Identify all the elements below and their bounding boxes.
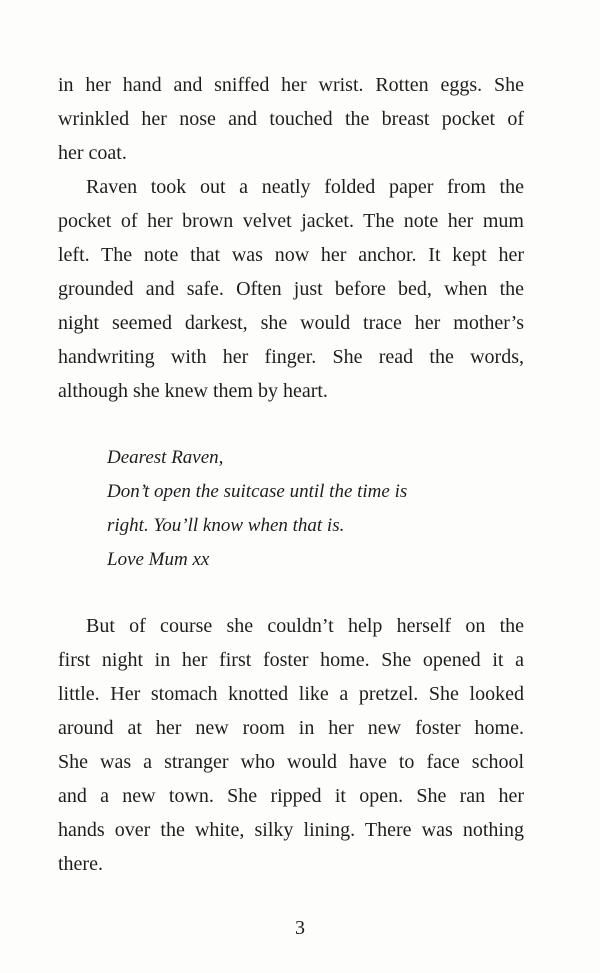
note-line-3: right. You’ll know when that is. <box>107 515 345 536</box>
paragraph-2-line-2: pocket of her brown velvet jacket. The note her mum <box>58 210 524 232</box>
paragraph-3-line-7: hands over the white, silky lining. There was nothing <box>58 819 524 841</box>
paragraph-3-line-3: little. Her stomach knotted like a pretzel. She looked <box>58 683 524 705</box>
paragraph-1-line-1: in her hand and sniffed her wrist. Rotten eggs. She <box>58 74 524 96</box>
paragraph-3-line-2: first night in her first foster home. She opened it a <box>58 649 524 671</box>
paragraph-2-line-4: grounded and safe. Often just before bed, when the <box>58 278 524 300</box>
note-line-2: Don’t open the suitcase until the time is <box>107 481 408 502</box>
note-line-1: Dearest Raven, <box>107 447 224 468</box>
paragraph-3-line-4: around at her new room in her new foster home. <box>58 717 524 739</box>
paragraph-2-line-3: left. The note that was now her anchor. It kept her <box>58 244 524 266</box>
paragraph-3-line-1: But of course she couldn’t help herself on the <box>86 615 524 637</box>
note-line-4: Love Mum xx <box>107 549 210 570</box>
page-number: 3 <box>295 917 305 939</box>
paragraph-3-line-8: there. <box>58 853 103 875</box>
paragraph-2-line-1: Raven took out a neatly folded paper from the <box>86 176 524 198</box>
paragraph-1-line-2: wrinkled her nose and touched the breast pocket of <box>58 108 524 130</box>
paragraph-2-line-5: night seemed darkest, she would trace her mother’s <box>58 312 524 334</box>
paragraph-2-line-6: handwriting with her finger. She read the words, <box>58 346 524 368</box>
paragraph-1-line-3: her coat. <box>58 142 127 164</box>
paragraph-3-line-6: and a new town. She ripped it open. She ran her <box>58 785 524 807</box>
paragraph-3-line-5: She was a stranger who would have to face school <box>58 751 524 773</box>
paragraph-2-line-7: although she knew them by heart. <box>58 380 328 402</box>
